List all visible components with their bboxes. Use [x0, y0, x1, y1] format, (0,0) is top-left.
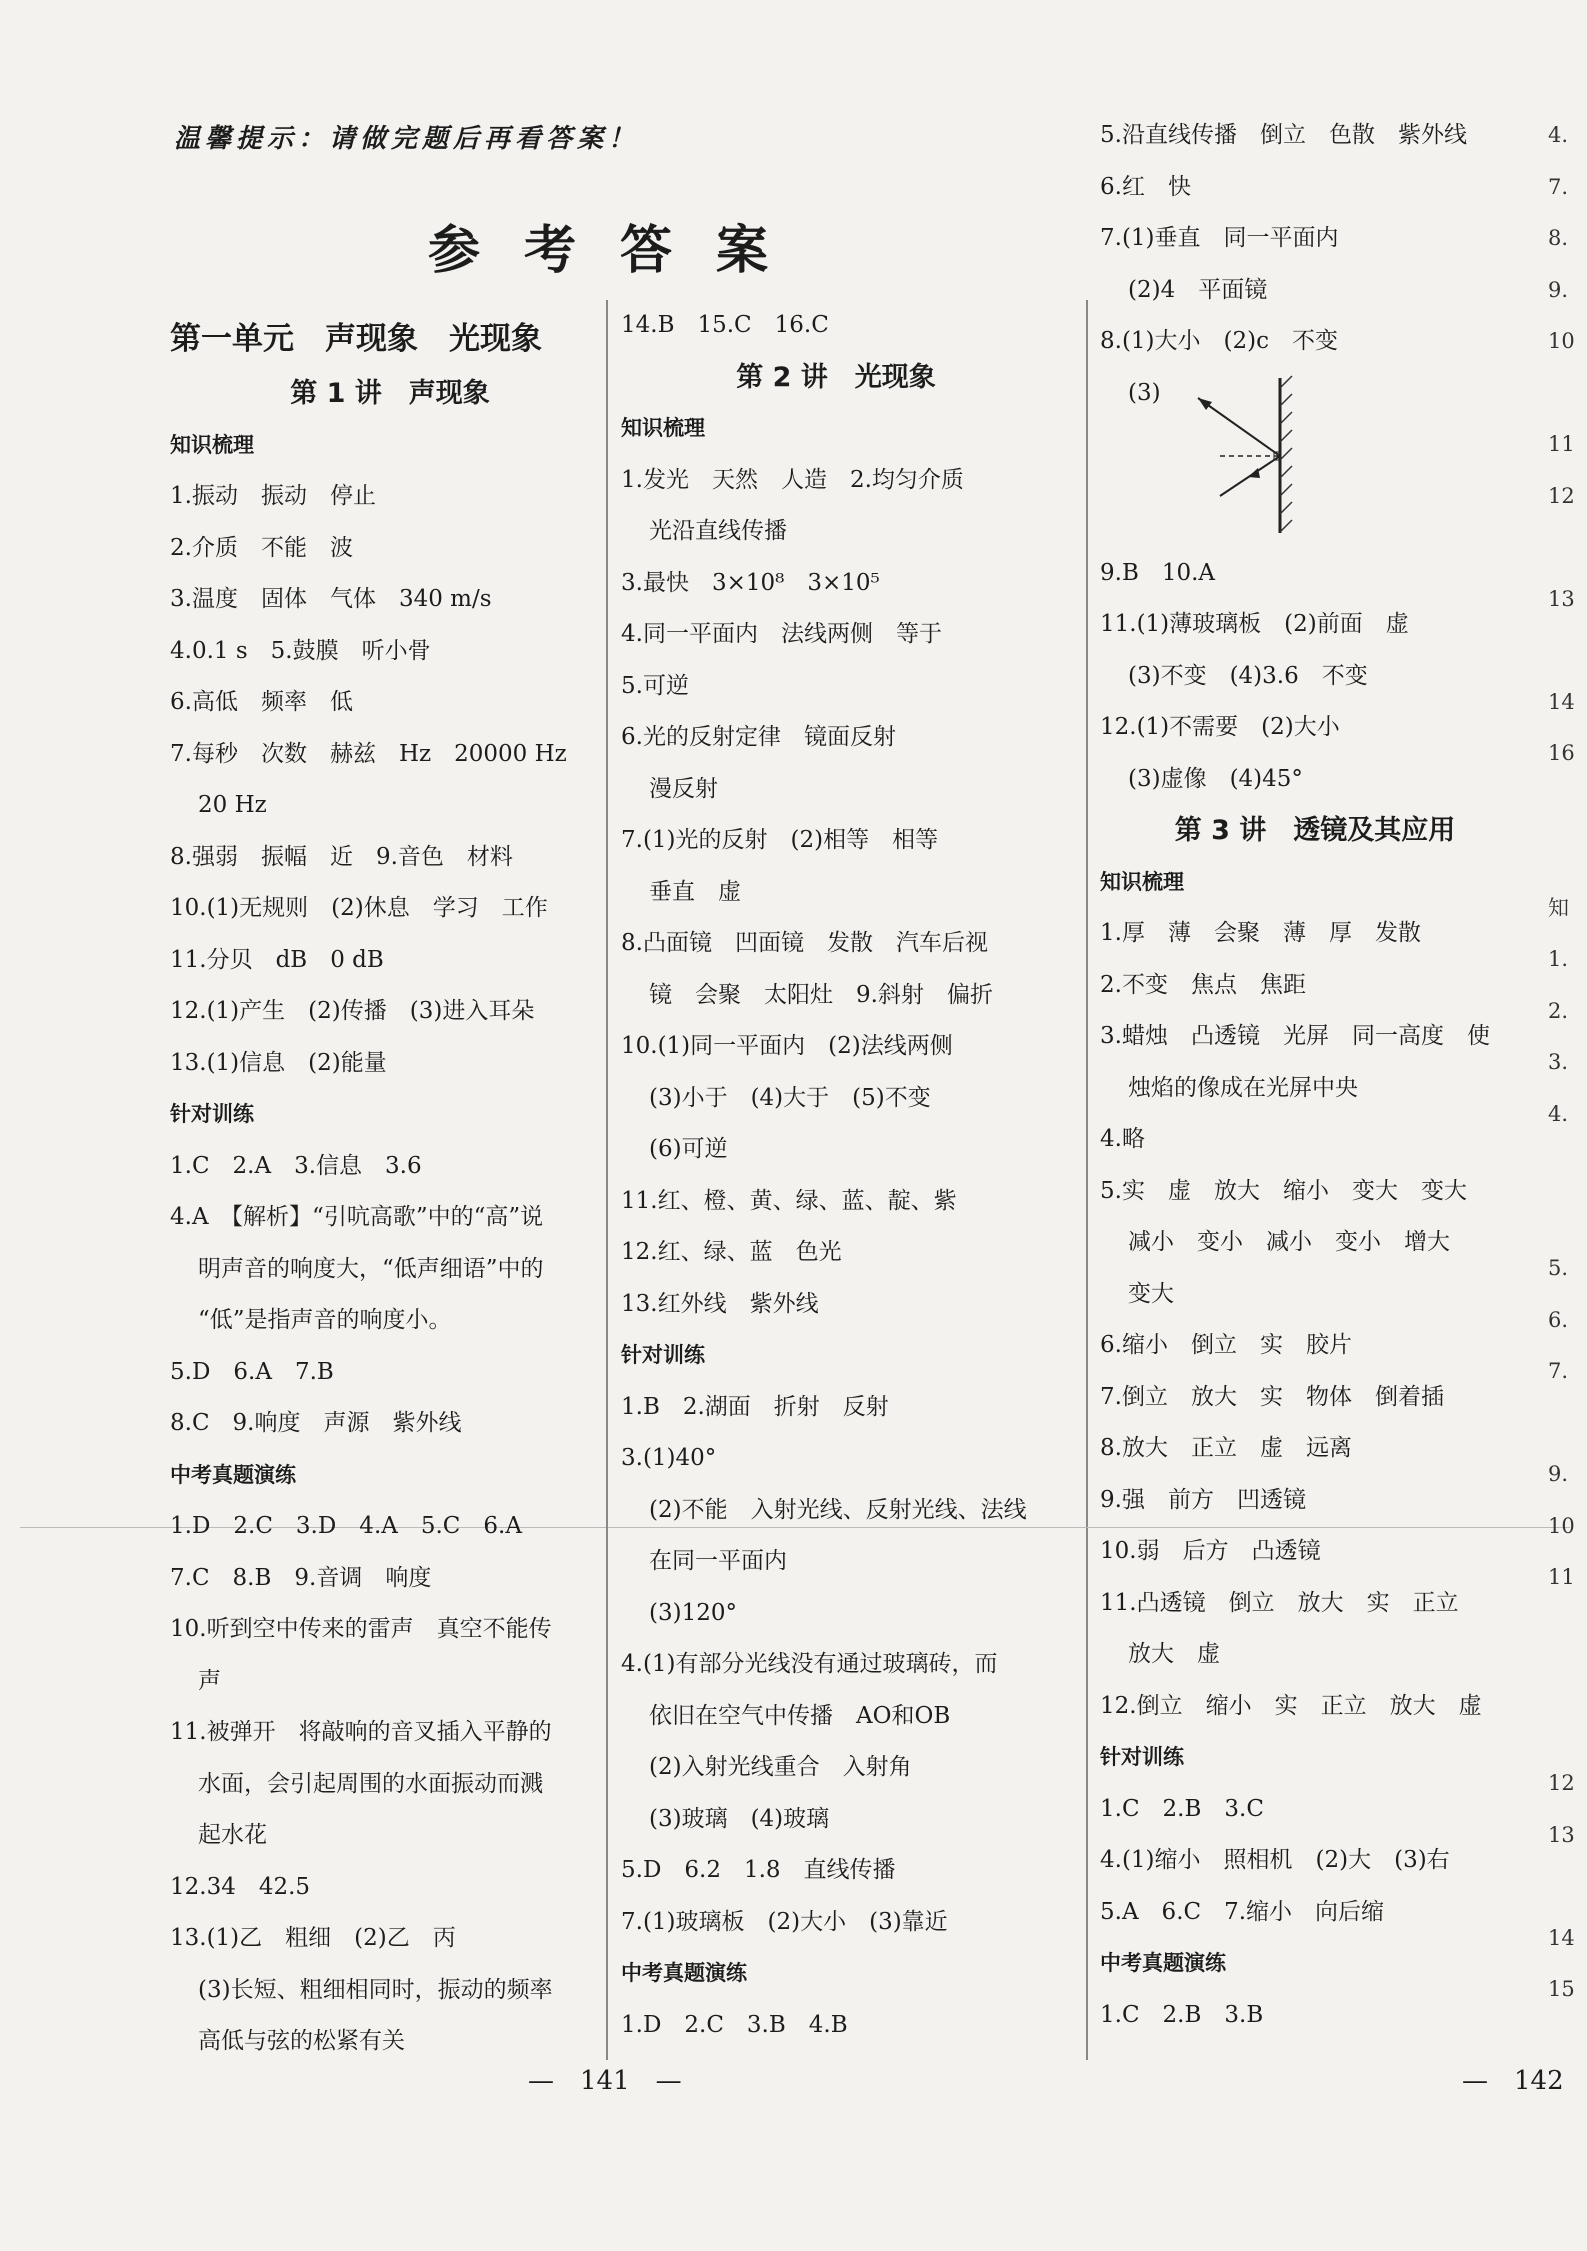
- answer-line: 6.红 快: [1100, 173, 1191, 200]
- answer-line: 漫反射: [649, 775, 718, 802]
- edge-fragment: 15: [1548, 1977, 1575, 2001]
- answer-line: 11.红、橙、黄、绿、蓝、靛、紫: [621, 1187, 957, 1214]
- answer-line: 放大 虚: [1128, 1641, 1220, 1667]
- answer-line: 6.光的反射定律 镜面反射: [621, 724, 896, 750]
- answer-line: (2)入射光线重合 入射角: [649, 1754, 912, 1780]
- reflected-ray: [1198, 398, 1280, 456]
- answer-line: 烛焰的像成在光屏中央: [1128, 1074, 1358, 1101]
- answer-line: 20 Hz: [198, 792, 267, 818]
- answer-line: 8.凸面镜 凹面镜 发散 汽车后视: [621, 930, 988, 956]
- answer-line: 5.实 虚 放大 缩小 变大 变大: [1100, 1177, 1467, 1204]
- answer-line: 5.可逆: [621, 672, 689, 699]
- edge-fragment: [1548, 780, 1587, 832]
- answer-line: (3)长短、粗细相同时，振动的频率: [198, 1976, 553, 2003]
- edge-fragment: 11: [1548, 432, 1575, 456]
- answer-line: 9.强 前方 凹透镜: [1100, 1486, 1306, 1513]
- answer-line: 12.红、绿、蓝 色光: [621, 1239, 842, 1265]
- edge-fragment: 4.: [1548, 1101, 1569, 1126]
- edge-fragment: 2.: [1548, 998, 1569, 1023]
- edge-fragment: [1548, 1655, 1587, 1707]
- answer-line: (3)虚像 (4)45°: [1128, 765, 1303, 792]
- answer-line: 4.0.1 s 5.鼓膜 听小骨: [170, 637, 431, 664]
- edge-fragment: 5.: [1548, 1256, 1569, 1280]
- page-number-right: — 142: [1462, 2066, 1564, 2096]
- answer-line: 3.(1)40°: [621, 1445, 717, 1471]
- answer-line: 在同一平面内: [649, 1548, 787, 1574]
- answer-line: 6.缩小 倒立 实 胶片: [1100, 1332, 1352, 1358]
- edge-fragment: 12: [1548, 483, 1575, 508]
- answer-line: (3)120°: [649, 1599, 737, 1626]
- answer-column-2: [621, 300, 1051, 2051]
- answer-line: 8.放大 正立 虚 远离: [1100, 1435, 1352, 1461]
- answer-line: 镜 会聚 太阳灶 9.斜射 偏折: [649, 981, 993, 1008]
- answer-line: 5.D 6.A 7.B: [170, 1358, 334, 1385]
- edge-fragment: [1548, 1140, 1587, 1192]
- edge-fragment: 16: [1548, 741, 1575, 765]
- edge-fragment: 11: [1548, 1565, 1575, 1589]
- answer-line: 7.(1)玻璃板 (2)大小 (3)靠近: [621, 1908, 948, 1935]
- answer-line: 声: [198, 1667, 221, 1694]
- edge-fragment: 14: [1548, 689, 1575, 714]
- answer-line: 13.(1)信息 (2)能量: [170, 1049, 387, 1076]
- section-heading: 知识梳理: [170, 432, 254, 457]
- edge-fragment: [1548, 368, 1587, 420]
- edge-fragment: 6.: [1548, 1307, 1569, 1332]
- edge-fragment: 13: [1548, 586, 1575, 611]
- answer-line: 11.分贝 dB 0 dB: [170, 946, 384, 973]
- answer-line: 11.凸透镜 倒立 放大 实 正立: [1100, 1589, 1459, 1616]
- answer-line: 依旧在空气中传播 AO和OB: [649, 1702, 951, 1729]
- answer-line: 变大: [1128, 1280, 1174, 1307]
- edge-fragment: 9.: [1548, 277, 1569, 302]
- answer-line: 7.(1)垂直 同一平面内: [1100, 225, 1339, 251]
- edge-fragment: 4.: [1548, 123, 1569, 147]
- answer-line: 1.发光 天然 人造 2.均匀介质: [621, 466, 964, 493]
- answer-line: 1.厚 薄 会聚 薄 厚 发散: [1100, 920, 1421, 946]
- edge-fragment: 7.: [1548, 1359, 1569, 1383]
- unit-title: 第一单元 声现象 光现象: [170, 321, 542, 357]
- answer-line: 明声音的响度大，“低声细语”中的: [198, 1255, 544, 1282]
- answer-line: (2)4 平面镜: [1128, 276, 1268, 303]
- answer-line: 9.B 10.A: [1100, 559, 1216, 586]
- answer-line: 13.(1)乙 粗细 (2)乙 丙: [170, 1925, 456, 1951]
- answer-line: 8.C 9.响度 声源 紫外线: [170, 1410, 462, 1436]
- answer-line: 12.(1)不需要 (2)大小: [1100, 714, 1340, 740]
- edge-fragment: 12: [1548, 1771, 1575, 1795]
- answer-line: 7.倒立 放大 实 物体 倒着插: [1100, 1383, 1444, 1410]
- edge-fragment: 10: [1548, 329, 1575, 353]
- section-heading: 中考真题演练: [621, 1961, 747, 1985]
- answer-line: 12.34 42.5: [170, 1873, 311, 1900]
- answer-line: 8.强弱 振幅 近 9.音色 材料: [170, 843, 513, 870]
- reflection-diagram: [1100, 368, 1530, 548]
- answer-line: 1.D 2.C 3.B 4.B: [621, 2011, 848, 2038]
- next-page-edge: [1548, 110, 1587, 2070]
- answer-line: 1.C 2.B 3.C: [1100, 1795, 1264, 1822]
- answer-line: 高低与弦的松紧有关: [198, 2028, 405, 2054]
- answer-line: 3.最快 3×10⁸ 3×10⁵: [621, 569, 880, 596]
- answer-line: 4.A 【解析】“引吭高歌”中的“高”说: [170, 1204, 544, 1230]
- answer-line: “低”是指声音的响度小。: [198, 1307, 452, 1333]
- answer-line: 减小 变小 减小 变小 增大: [1128, 1229, 1450, 1255]
- section-heading: 针对训练: [1100, 1745, 1184, 1769]
- arrow-head: [1198, 398, 1212, 410]
- section-heading: 中考真题演练: [1100, 1951, 1226, 1975]
- edge-fragment: [1548, 1192, 1587, 1244]
- answer-column-1: [170, 310, 610, 2068]
- answer-line: (6)可逆: [649, 1136, 728, 1162]
- edge-fragment: 7.: [1548, 174, 1569, 199]
- answer-line: 13.红外线 紫外线: [621, 1290, 819, 1317]
- answer-line: (2)不能 入射光线、反射光线、法线: [649, 1496, 1027, 1523]
- answer-line: 4.(1)有部分光线没有通过玻璃砖，而: [621, 1651, 998, 1677]
- answer-line: 7.(1)光的反射 (2)相等 相等: [621, 827, 939, 853]
- edge-fragment: 10: [1548, 1513, 1575, 1538]
- answer-line: 11.被弹开 将敲响的音叉插入平静的: [170, 1719, 552, 1745]
- section-heading: 中考真题演练: [170, 1462, 296, 1487]
- answer-column-3: [1100, 110, 1530, 2041]
- answer-line: 1.C 2.B 3.B: [1100, 2001, 1264, 2028]
- answer-line: (3)小于 (4)大于 (5)不变: [649, 1084, 931, 1111]
- edge-fragment: [1548, 1604, 1587, 1656]
- lecture-title: 第 1 讲 声现象: [290, 378, 490, 409]
- edge-fragment: [1548, 1398, 1587, 1450]
- edge-fragment: [1548, 625, 1587, 677]
- page-number-left: — 141 —: [528, 2066, 682, 2096]
- answer-line: (3)玻璃 (4)玻璃: [649, 1805, 830, 1832]
- answer-line: 3.温度 固体 气体 340 m/s: [170, 586, 492, 612]
- edge-fragment: 14: [1548, 1925, 1575, 1950]
- lecture-title: 第 3 讲 透镜及其应用: [1174, 815, 1456, 846]
- answer-line: 4.(1)缩小 照相机 (2)大 (3)右: [1100, 1847, 1450, 1873]
- mirror-hatch: [1280, 376, 1292, 532]
- edge-fragment: 13: [1548, 1822, 1575, 1847]
- answer-line: 10.听到空中传来的雷声 真空不能传: [170, 1616, 552, 1642]
- edge-fragment: 1.: [1548, 947, 1569, 971]
- edge-fragment: [1548, 1707, 1587, 1759]
- column-divider: [1086, 300, 1088, 2060]
- answer-line: 7.C 8.B 9.音调 响度: [170, 1564, 432, 1591]
- edge-fragment: 知: [1548, 895, 1569, 920]
- edge-fragment: [1548, 522, 1587, 574]
- answer-line: 4.同一平面内 法线两侧 等于: [621, 621, 942, 647]
- answer-line: (3)不变 (4)3.6 不变: [1128, 662, 1368, 689]
- answer-line: 起水花: [198, 1822, 267, 1848]
- edge-fragment: [1548, 1861, 1587, 1913]
- answer-line: 1.B 2.湖面 折射 反射: [621, 1393, 889, 1420]
- answer-line: 1.D 2.C 3.D 4.A 5.C 6.A: [170, 1513, 522, 1539]
- answer-line: 光沿直线传播: [649, 518, 787, 544]
- answer-line: 12.倒立 缩小 实 正立 放大 虚: [1100, 1692, 1482, 1719]
- page-title: 参考答案: [428, 221, 813, 281]
- answer-line: 水面，会引起周围的水面振动而溅: [198, 1770, 543, 1797]
- lecture-title: 第 2 讲 光现象: [736, 361, 936, 393]
- answer-line: 6.高低 频率 低: [170, 689, 353, 715]
- answer-line: 垂直 虚: [649, 878, 741, 905]
- section-heading: 针对训练: [621, 1343, 705, 1367]
- section-heading: 知识梳理: [621, 416, 705, 440]
- reminder-tip: 温馨提示：请做完题后再看答案！: [174, 124, 640, 154]
- answer-line: 10.(1)无规则 (2)休息 学习 工作: [170, 895, 548, 921]
- answer-line: 4.略: [1100, 1126, 1145, 1152]
- answer-line: 8.(1)大小 (2)c 不变: [1100, 328, 1338, 354]
- answer-line: 10.弱 后方 凸透镜: [1100, 1538, 1321, 1564]
- answer-line: 3.蜡烛 凸透镜 光屏 同一高度 使: [1100, 1023, 1490, 1049]
- edge-fragment: 9.: [1548, 1462, 1569, 1486]
- section-heading: 知识梳理: [1100, 869, 1184, 894]
- answer-line: 14.B 15.C 16.C: [621, 312, 829, 338]
- edge-fragment: 3.: [1548, 1050, 1569, 1074]
- edge-fragment: 8.: [1548, 226, 1569, 250]
- section-heading: 针对训练: [170, 1102, 254, 1126]
- answer-line: 1.C 2.A 3.信息 3.6: [170, 1152, 422, 1179]
- answer-line: 2.介质 不能 波: [170, 534, 353, 561]
- column-divider: [606, 300, 608, 2060]
- answer-line: 7.每秒 次数 赫兹 Hz 20000 Hz: [170, 740, 567, 767]
- answer-line: 12.(1)产生 (2)传播 (3)进入耳朵: [170, 998, 535, 1024]
- answer-line: 5.D 6.2 1.8 直线传播: [621, 1857, 896, 1883]
- edge-fragment: [1548, 831, 1587, 883]
- answer-line: 11.(1)薄玻璃板 (2)前面 虚: [1100, 611, 1409, 637]
- answer-line: 5.A 6.C 7.缩小 向后缩: [1100, 1898, 1385, 1925]
- answer-line: 10.(1)同一平面内 (2)法线两侧: [621, 1033, 953, 1059]
- diagram-label: (3): [1128, 379, 1161, 406]
- answer-line: 1.振动 振动 停止: [170, 483, 376, 509]
- answer-line: 5.沿直线传播 倒立 色散 紫外线: [1100, 122, 1467, 148]
- arrow-head-incident: [1248, 468, 1260, 478]
- answer-line: 2.不变 焦点 焦距: [1100, 971, 1306, 998]
